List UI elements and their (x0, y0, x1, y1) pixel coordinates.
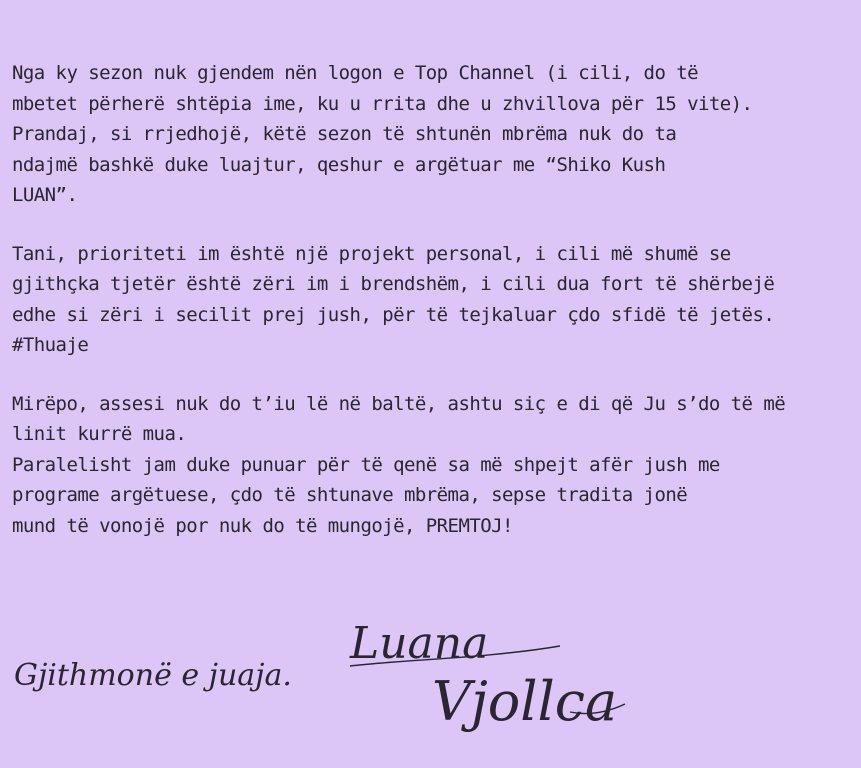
text-line: Tani, prioriteti im është një projekt personal, i cili më shumë se (12, 242, 731, 265)
signoff-text: Gjithmonë e juaja. (14, 658, 292, 693)
signature-last-name: Vjollca (432, 670, 618, 733)
text-line: ndajmë bashkë duke luajtur, qeshur e argëtuar me “Shiko Kush (12, 153, 666, 176)
paragraph-1 (12, 58, 852, 211)
text-line: Mirëpo, assesi nuk do t’iu lë në baltë, ashtu siç e di që Ju s’do të më (12, 392, 786, 415)
text-line: LUAN”. (12, 184, 78, 206)
text-line: Nga ky sezon nuk gjendem nën logon e Top Channel (i cili, do të (12, 62, 699, 84)
handwritten-signoff (8, 640, 308, 710)
text-line: linit kurrë mua. (12, 423, 187, 445)
hashtag: #Thuaje (12, 334, 89, 356)
text-line: Prandaj, si rrjedhojë, këtë sezon të shtunën mbrëma nuk do ta (12, 123, 677, 145)
text-line: mbetet përherë shtëpia ime, ku u rrita dhe u zhvillova për 15 vite). (12, 92, 753, 115)
paragraph-3 (12, 389, 852, 542)
text-line: gjithçka tjetër është zëri im i brendshëm, i cili dua fort të shërbejë (12, 273, 775, 295)
text-line: mund të vonojë por nuk do të mungojë, PREMTOJ! (12, 514, 513, 537)
signature-first-name: Luana (350, 618, 489, 669)
text-line: edhe si zëri i secilit prej jush, për të tejkaluar çdo sfidë të jetës. (12, 303, 775, 326)
paragraph-2 (12, 239, 852, 361)
text-line: Paralelisht jam duke punuar për të qenë sa më shpejt afër jush me (12, 453, 720, 476)
text-line: programe argëtuese, çdo të shtunave mbrëma, sepse tradita jonë (12, 484, 688, 506)
letter-body (12, 58, 852, 569)
handwritten-signature (340, 600, 640, 750)
